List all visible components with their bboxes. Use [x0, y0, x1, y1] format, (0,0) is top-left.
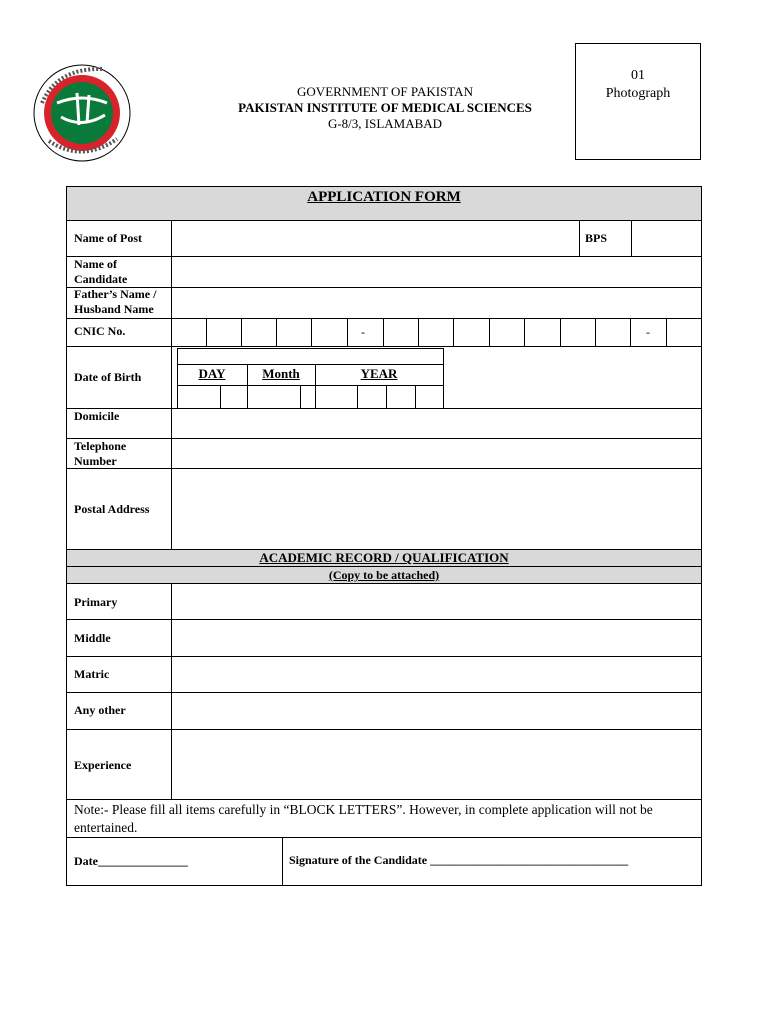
cnic-dash-1: - [361, 325, 365, 339]
label-name-of-post: Name of Post [74, 231, 142, 245]
date-field: Date_______________ [74, 854, 188, 868]
label-middle: Middle [74, 631, 111, 645]
photo-number: 01 [631, 68, 645, 83]
label-date-of-birth: Date of Birth [74, 370, 142, 384]
label-any-other: Any other [74, 703, 126, 717]
photograph-box [575, 43, 701, 160]
header-address: G-8/3, ISLAMABAD [327, 116, 443, 131]
label-cnic: CNIC No. [74, 324, 126, 338]
form-note: Note:- Please fill all items carefully in “BLOCK LETTERS”. However, in complete application will not be entertained. [74, 802, 653, 835]
label-postal-address: Postal Address [74, 502, 150, 516]
pims-logo [27, 63, 137, 163]
signature-field: Signature of the Candidate _________________________________ [289, 853, 629, 867]
dob-day-header: DAY [198, 366, 226, 381]
label-primary: Primary [74, 595, 118, 609]
academic-subtitle: (Copy to be attached) [328, 568, 440, 582]
dob-year-header: YEAR [360, 366, 398, 381]
label-matric: Matric [74, 667, 110, 681]
label-experience: Experience [74, 758, 132, 772]
label-domicile: Domicile [74, 409, 120, 423]
label-telephone: Telephone Number [74, 439, 127, 468]
header-government: GOVERNMENT OF PAKISTAN [297, 84, 473, 99]
label-name-of-candidate: Name of Candidate [74, 257, 128, 286]
application-form [66, 186, 702, 886]
academic-title: ACADEMIC RECORD / QUALIFICATION [259, 550, 509, 565]
label-bps: BPS [585, 231, 608, 245]
form-title: APPLICATION FORM [307, 189, 461, 205]
header-institute: PAKISTAN INSTITUTE OF MEDICAL SCIENCES [238, 100, 532, 115]
cnic-dash-2: - [646, 325, 650, 339]
label-father-name: Father’s Name / Husband Name [74, 287, 157, 316]
photo-label: Photograph [605, 86, 671, 101]
dob-month-header: Month [262, 366, 300, 381]
